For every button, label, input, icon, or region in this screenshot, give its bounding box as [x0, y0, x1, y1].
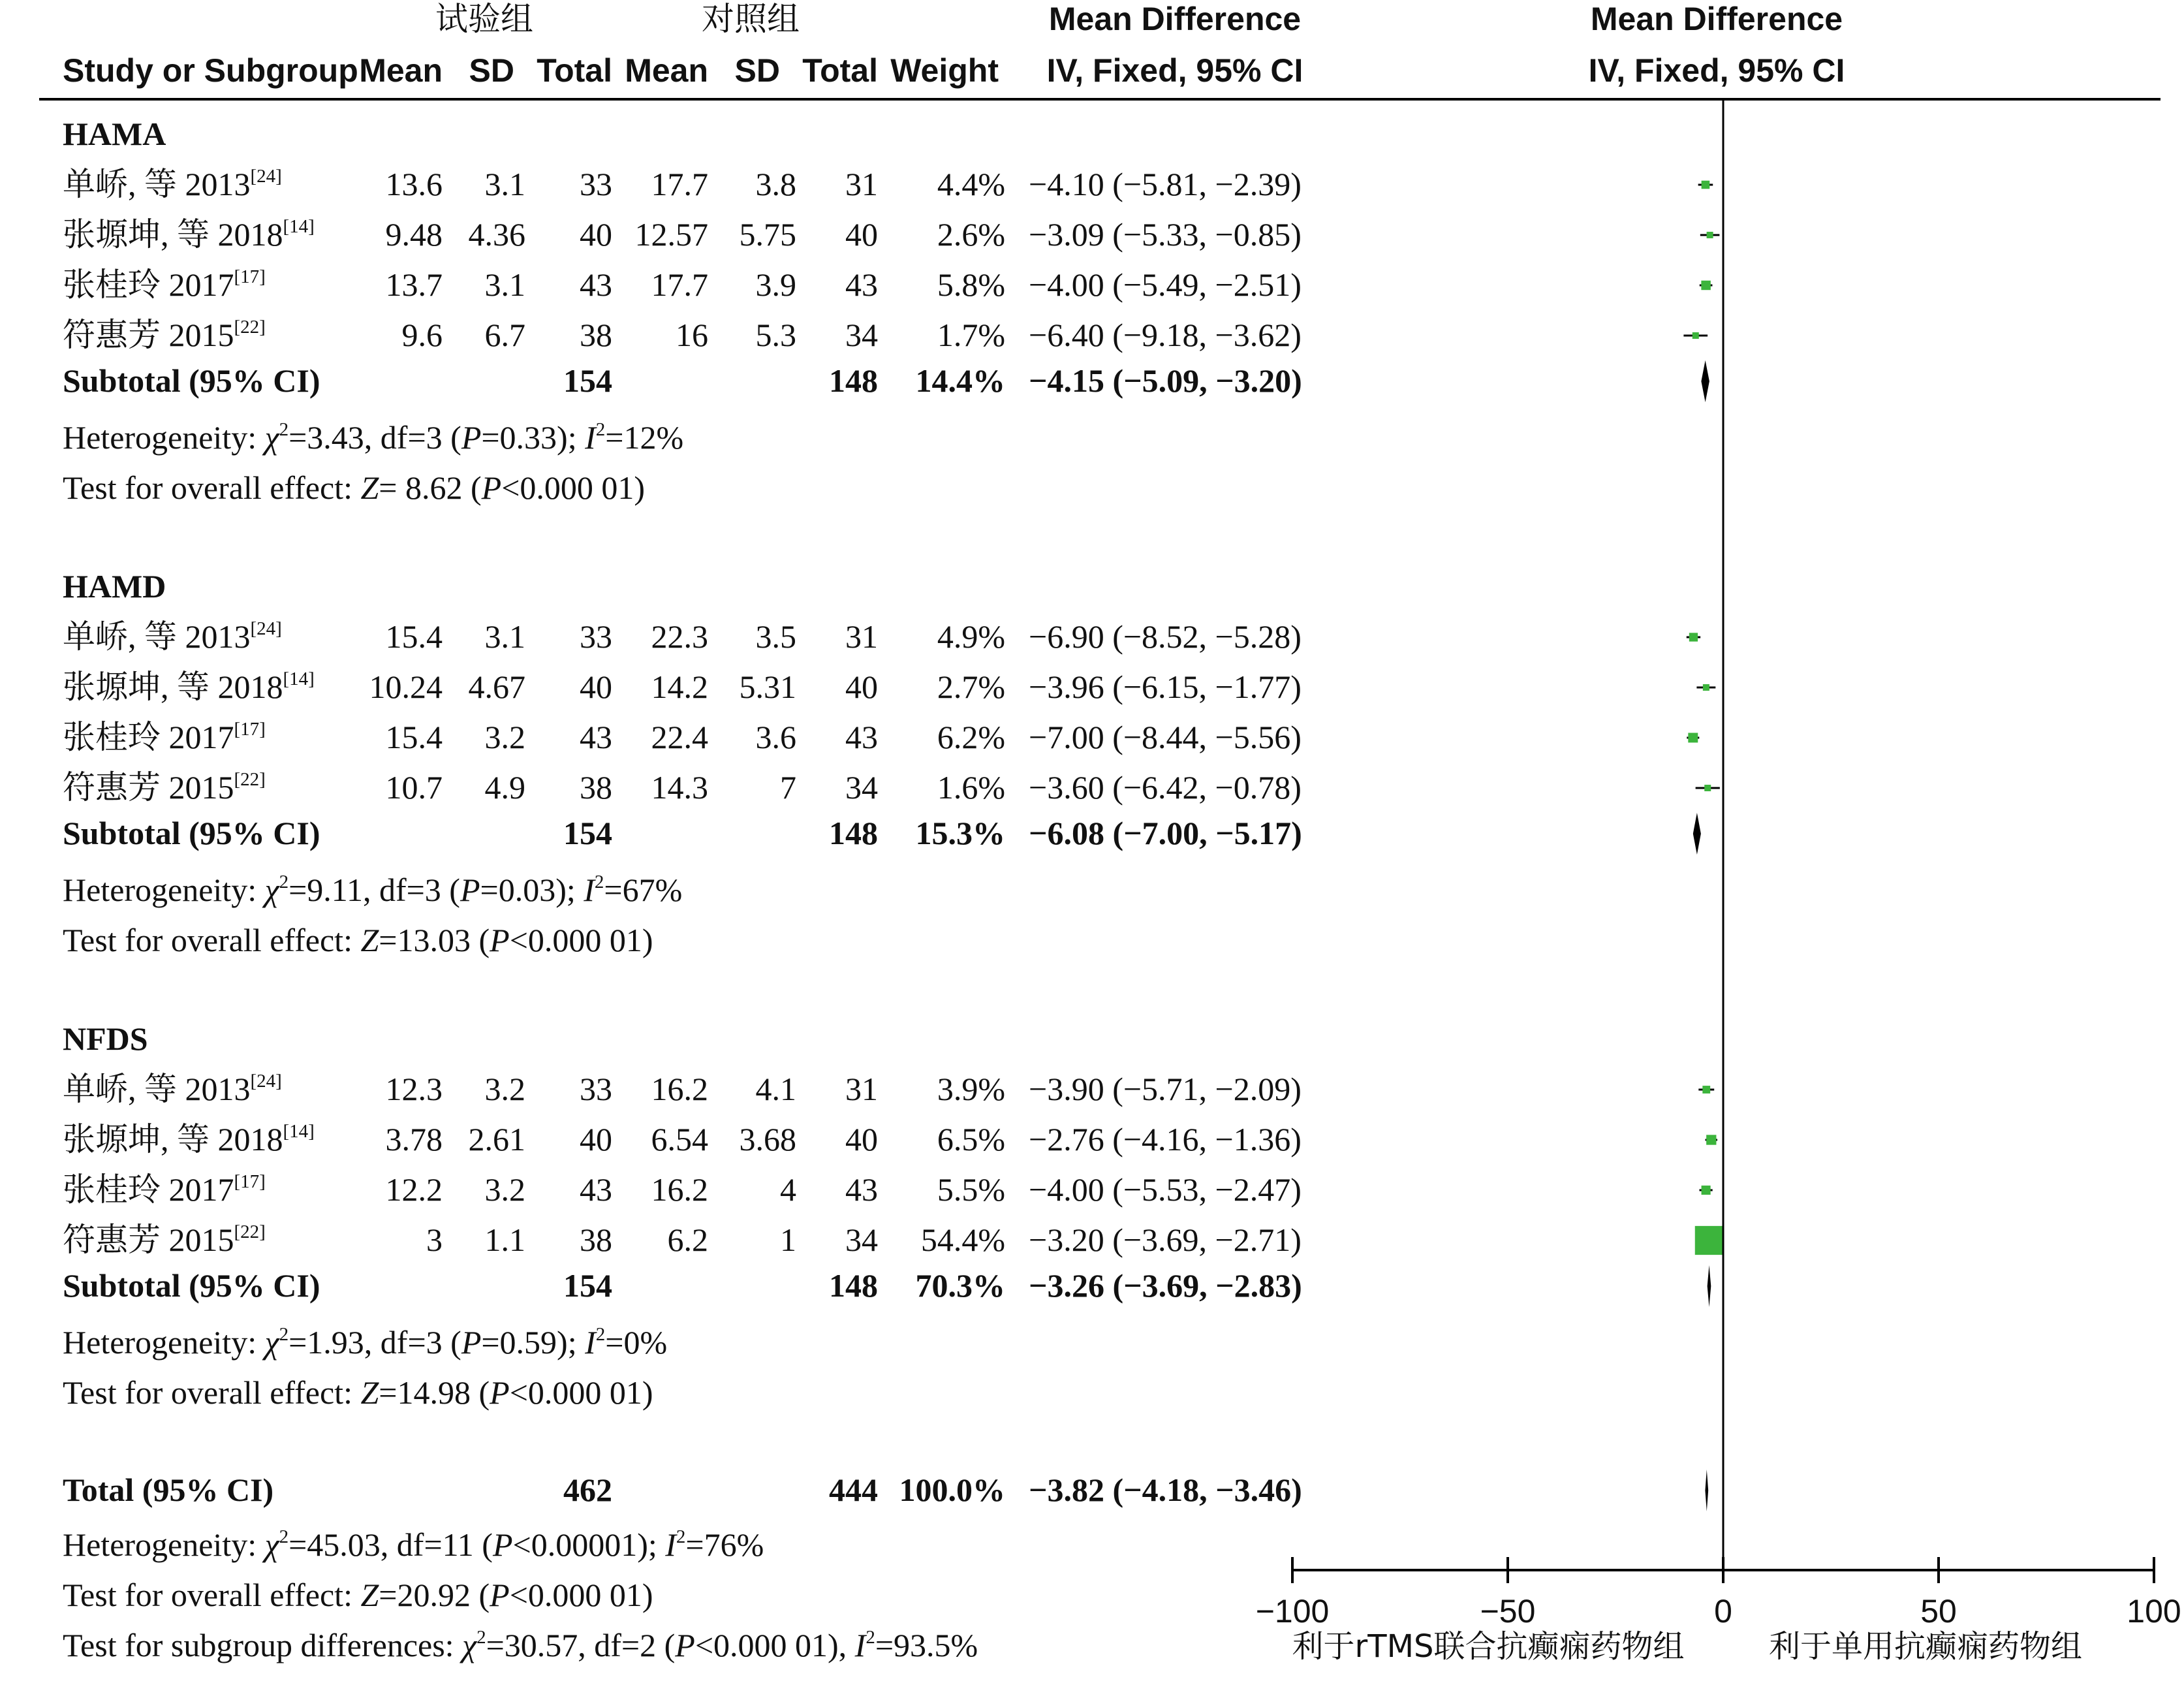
ci-text: −6.40 (−9.18, −3.62): [1029, 317, 1302, 353]
total-ctl: 34: [845, 769, 878, 806]
weight: 1.6%: [937, 769, 1005, 806]
sd-exp: 3.1: [484, 166, 525, 202]
favours-left-label: 利于rTMS联合抗癫痫药物组: [1292, 1628, 1685, 1665]
sd-ctl: 5.3: [755, 317, 796, 353]
overall-effect-text: Test for overall effect: Z=14.98 (P<0.000 01): [63, 1374, 653, 1411]
sd-exp: 3.2: [484, 1071, 525, 1107]
study-reference: [22]: [234, 769, 266, 790]
summary-total-exp: 462: [563, 1472, 612, 1508]
sd-exp: 4.67: [468, 669, 525, 705]
overall-effect-text: Test for overall effect: Z= 8.62 (P<0.000 01): [63, 469, 646, 506]
effect-square: [1689, 633, 1698, 641]
summary-label: Total (95% CI): [63, 1472, 274, 1508]
summary-weight: 14.4%: [915, 362, 1005, 399]
mean-ctl: 17.7: [651, 266, 708, 303]
study-name: [63, 317, 266, 353]
summary-total-exp: 154: [563, 1267, 612, 1304]
mean-ctl: 22.4: [651, 719, 708, 755]
total-ctl: 43: [845, 719, 878, 755]
study-name: [63, 618, 282, 655]
total-exp: 33: [580, 618, 612, 655]
weight: 54.4%: [920, 1221, 1005, 1258]
header-experimental-group: 试验组: [435, 0, 533, 38]
total-exp: 38: [580, 1221, 612, 1258]
mean-exp: 15.4: [385, 618, 443, 655]
study-name: [63, 216, 315, 253]
x-tick-label: 100: [2127, 1593, 2181, 1630]
total-overall-effect-text: Test for overall effect: Z=20.92 (P<0.000 01): [63, 1577, 653, 1613]
study-label: 符惠芳 2015: [63, 769, 234, 806]
study-name: [63, 1121, 315, 1157]
sd-ctl: 3.9: [755, 266, 796, 303]
summary-ci-text: −3.26 (−3.69, −2.83): [1029, 1267, 1302, 1304]
header-plot-ci-method: IV, Fixed, 95% CI: [1588, 52, 1845, 89]
sd-exp: 4.9: [484, 769, 525, 806]
total-heterogeneity-text: Heterogeneity: $\chi^2=45.03$, df=11 (P<0.00001); $I^2=76\%$: [63, 1526, 764, 1563]
study-label: 单峤, 等 2013: [63, 618, 251, 655]
study-name: [63, 719, 266, 755]
ci-text: −3.20 (−3.69, −2.71): [1029, 1221, 1302, 1258]
heterogeneity-text: Heterogeneity: $\chi^2=9.11$, df=3 (P=0.03); $I^2=67\%$: [63, 872, 683, 908]
ci-text: −7.00 (−8.44, −5.56): [1029, 719, 1302, 755]
mean-ctl: 16.2: [651, 1071, 708, 1107]
total-exp: 43: [580, 1171, 612, 1208]
sd-ctl: 3.6: [755, 719, 796, 755]
summary-total-ctl: 148: [829, 815, 878, 851]
effect-square: [1706, 1135, 1716, 1144]
mean-exp: 12.2: [385, 1171, 443, 1208]
sd-ctl: 3.68: [739, 1121, 796, 1157]
weight: 2.7%: [937, 669, 1005, 705]
study-reference: [14]: [283, 216, 315, 237]
summary-total-exp: 154: [563, 815, 612, 851]
weight: 6.5%: [937, 1121, 1005, 1157]
header-sd-exp: SD: [469, 52, 514, 89]
study-label: 单峤, 等 2013: [63, 1071, 251, 1107]
mean-exp: 12.3: [385, 1071, 443, 1107]
summary-diamond: [1701, 360, 1709, 402]
study-reference: [14]: [283, 1121, 315, 1142]
mean-exp: 15.4: [385, 719, 443, 755]
study-name: [63, 266, 266, 303]
summary-weight: 70.3%: [915, 1267, 1005, 1304]
weight: 3.9%: [937, 1071, 1005, 1107]
mean-ctl: 6.2: [667, 1221, 708, 1258]
mean-ctl: 16: [676, 317, 708, 353]
effect-square: [1707, 232, 1713, 238]
summary-total-ctl: 444: [829, 1472, 878, 1508]
total-ctl: 34: [845, 317, 878, 353]
study-name: [63, 166, 282, 202]
ci-text: −3.60 (−6.42, −0.78): [1029, 769, 1302, 806]
total-exp: 43: [580, 719, 612, 755]
ci-text: −2.76 (−4.16, −1.36): [1029, 1121, 1302, 1157]
sd-exp: 3.2: [484, 719, 525, 755]
mean-exp: 13.7: [385, 266, 443, 303]
effect-square: [1702, 1086, 1710, 1094]
mean-exp: 3: [426, 1221, 443, 1258]
study-name: [63, 769, 266, 806]
overall-effect-text: Test for overall effect: Z=13.03 (P<0.000 01): [63, 922, 653, 958]
favours-right-label: 利于单用抗癫痫药物组: [1768, 1628, 2083, 1665]
summary-total-ctl: 148: [829, 362, 878, 399]
mean-ctl: 16.2: [651, 1171, 708, 1208]
effect-square: [1693, 332, 1699, 339]
weight: 6.2%: [937, 719, 1005, 755]
mean-exp: 9.6: [401, 317, 443, 353]
header-weight: Weight: [890, 52, 999, 89]
study-reference: [24]: [250, 166, 282, 187]
mean-exp: 10.24: [369, 669, 443, 705]
summary-total-exp: 154: [563, 362, 612, 399]
weight: 5.5%: [937, 1171, 1005, 1208]
summary-ci-text: −3.82 (−4.18, −3.46): [1029, 1472, 1302, 1508]
ci-text: −6.90 (−8.52, −5.28): [1029, 618, 1302, 655]
study-label: 单峤, 等 2013: [63, 166, 251, 202]
subgroup-differences-text: Test for subgroup differences: $\chi^2=30.57$, df=2 (P<0.000 01), $I^2=93.5\%$: [63, 1627, 978, 1663]
total-exp: 33: [580, 166, 612, 202]
x-tick-label: 0: [1714, 1593, 1732, 1630]
total-exp: 40: [580, 1121, 612, 1157]
sd-ctl: 5.31: [739, 669, 796, 705]
study-label: 张塬坤, 等 2018: [63, 1121, 283, 1157]
heterogeneity-text: Heterogeneity: $\chi^2=3.43$, df=3 (P=0.33); $I^2=12\%$: [63, 419, 684, 456]
total-ctl: 31: [845, 1071, 878, 1107]
study-name: [63, 1221, 266, 1258]
total-exp: 38: [580, 317, 612, 353]
ci-text: −4.00 (−5.53, −2.47): [1029, 1171, 1302, 1208]
x-tick-label: −100: [1255, 1593, 1330, 1630]
header-study: Study or Subgroup: [63, 52, 358, 89]
ci-text: −4.00 (−5.49, −2.51): [1029, 266, 1302, 303]
heterogeneity-text: Heterogeneity: $\chi^2=1.93$, df=3 (P=0.59); $I^2=0\%$: [63, 1324, 668, 1361]
subgroup-title: HAMD: [63, 568, 166, 605]
study-reference: [17]: [234, 719, 266, 740]
header-control-group: 对照组: [702, 0, 800, 38]
sd-ctl: 5.75: [739, 216, 796, 253]
study-label: 张桂玲 2017: [63, 1171, 234, 1208]
mean-ctl: 6.54: [651, 1121, 708, 1157]
effect-square: [1702, 181, 1710, 189]
summary-ci-text: −6.08 (−7.00, −5.17): [1029, 815, 1302, 851]
sd-ctl: 3.8: [755, 166, 796, 202]
weight: 4.9%: [937, 618, 1005, 655]
sd-exp: 4.36: [468, 216, 525, 253]
total-ctl: 31: [845, 166, 878, 202]
mean-ctl: 12.57: [634, 216, 708, 253]
weight: 5.8%: [937, 266, 1005, 303]
study-reference: [24]: [250, 1071, 282, 1092]
total-ctl: 43: [845, 1171, 878, 1208]
header-plot-mean-difference: Mean Difference: [1590, 1, 1843, 37]
summary-label: Subtotal (95% CI): [63, 362, 320, 399]
effect-square: [1703, 684, 1709, 691]
total-exp: 40: [580, 669, 612, 705]
mean-exp: 9.48: [385, 216, 443, 253]
mean-ctl: 14.2: [651, 669, 708, 705]
sd-exp: 3.1: [484, 266, 525, 303]
ci-text: −3.96 (−6.15, −1.77): [1029, 669, 1302, 705]
total-exp: 40: [580, 216, 612, 253]
study-reference: [17]: [234, 1171, 266, 1192]
study-reference: [24]: [250, 618, 282, 639]
summary-weight: 15.3%: [915, 815, 1005, 851]
total-ctl: 43: [845, 266, 878, 303]
ci-text: −3.09 (−5.33, −0.85): [1029, 216, 1302, 253]
sd-exp: 3.2: [484, 1171, 525, 1208]
mean-ctl: 17.7: [651, 166, 708, 202]
study-name: [63, 669, 315, 705]
subgroup-title: NFDS: [63, 1020, 148, 1057]
study-label: 符惠芳 2015: [63, 317, 234, 353]
sd-ctl: 3.5: [755, 618, 796, 655]
sd-ctl: 1: [780, 1221, 796, 1258]
header-total-exp: Total: [537, 52, 612, 89]
summary-weight: 100.0%: [899, 1472, 1005, 1508]
total-ctl: 31: [845, 618, 878, 655]
ci-text: −3.90 (−5.71, −2.09): [1029, 1071, 1302, 1107]
sd-exp: 1.1: [484, 1221, 525, 1258]
summary-diamond: [1708, 1265, 1711, 1307]
weight: 4.4%: [937, 166, 1005, 202]
study-label: 张桂玲 2017: [63, 719, 234, 755]
effect-square: [1702, 1186, 1711, 1195]
header-sd-ctl: SD: [734, 52, 780, 89]
study-reference: [14]: [283, 669, 315, 689]
summary-diamond: [1705, 1470, 1708, 1511]
sd-ctl: 4: [780, 1171, 796, 1208]
mean-ctl: 22.3: [651, 618, 708, 655]
summary-total-ctl: 148: [829, 1267, 878, 1304]
total-ctl: 34: [845, 1221, 878, 1258]
study-label: 张桂玲 2017: [63, 266, 234, 303]
mean-ctl: 14.3: [651, 769, 708, 806]
total-ctl: 40: [845, 1121, 878, 1157]
x-tick-label: 50: [1920, 1593, 1957, 1630]
table-body: [63, 116, 2181, 1665]
weight: 2.6%: [937, 216, 1005, 253]
header-total-ctl: Total: [802, 52, 878, 89]
summary-ci-text: −4.15 (−5.09, −3.20): [1029, 362, 1302, 399]
header-mean-difference: Mean Difference: [1048, 1, 1302, 37]
subgroup-title: HAMA: [63, 116, 166, 152]
summary-label: Subtotal (95% CI): [63, 815, 320, 851]
summary-diamond: [1693, 813, 1701, 855]
study-label: 张塬坤, 等 2018: [63, 669, 283, 705]
header-mean-ctl: Mean: [625, 52, 708, 89]
study-name: [63, 1071, 282, 1107]
effect-square: [1704, 785, 1711, 791]
study-label: 张塬坤, 等 2018: [63, 216, 283, 253]
total-exp: 33: [580, 1071, 612, 1107]
study-reference: [22]: [234, 317, 266, 338]
sd-exp: 6.7: [484, 317, 525, 353]
header-ci-method: IV, Fixed, 95% CI: [1046, 52, 1303, 89]
study-name: [63, 1171, 266, 1208]
total-exp: 43: [580, 266, 612, 303]
summary-label: Subtotal (95% CI): [63, 1267, 320, 1304]
sd-ctl: 7: [780, 769, 796, 806]
effect-square: [1688, 733, 1698, 743]
x-tick-label: −50: [1480, 1593, 1536, 1630]
total-exp: 38: [580, 769, 612, 806]
mean-exp: 13.6: [385, 166, 443, 202]
effect-square: [1695, 1226, 1724, 1255]
study-label: 符惠芳 2015: [63, 1221, 234, 1258]
total-ctl: 40: [845, 669, 878, 705]
ci-text: −4.10 (−5.81, −2.39): [1029, 166, 1302, 202]
header-mean-exp: Mean: [359, 52, 443, 89]
plot-area: [1292, 99, 2154, 1583]
mean-exp: 3.78: [385, 1121, 443, 1157]
effect-square: [1701, 281, 1710, 290]
sd-exp: 3.1: [484, 618, 525, 655]
mean-exp: 10.7: [385, 769, 443, 806]
study-reference: [17]: [234, 266, 266, 287]
weight: 1.7%: [937, 317, 1005, 353]
total-ctl: 40: [845, 216, 878, 253]
sd-exp: 2.61: [468, 1121, 525, 1157]
study-reference: [22]: [234, 1221, 266, 1242]
sd-ctl: 4.1: [755, 1071, 796, 1107]
